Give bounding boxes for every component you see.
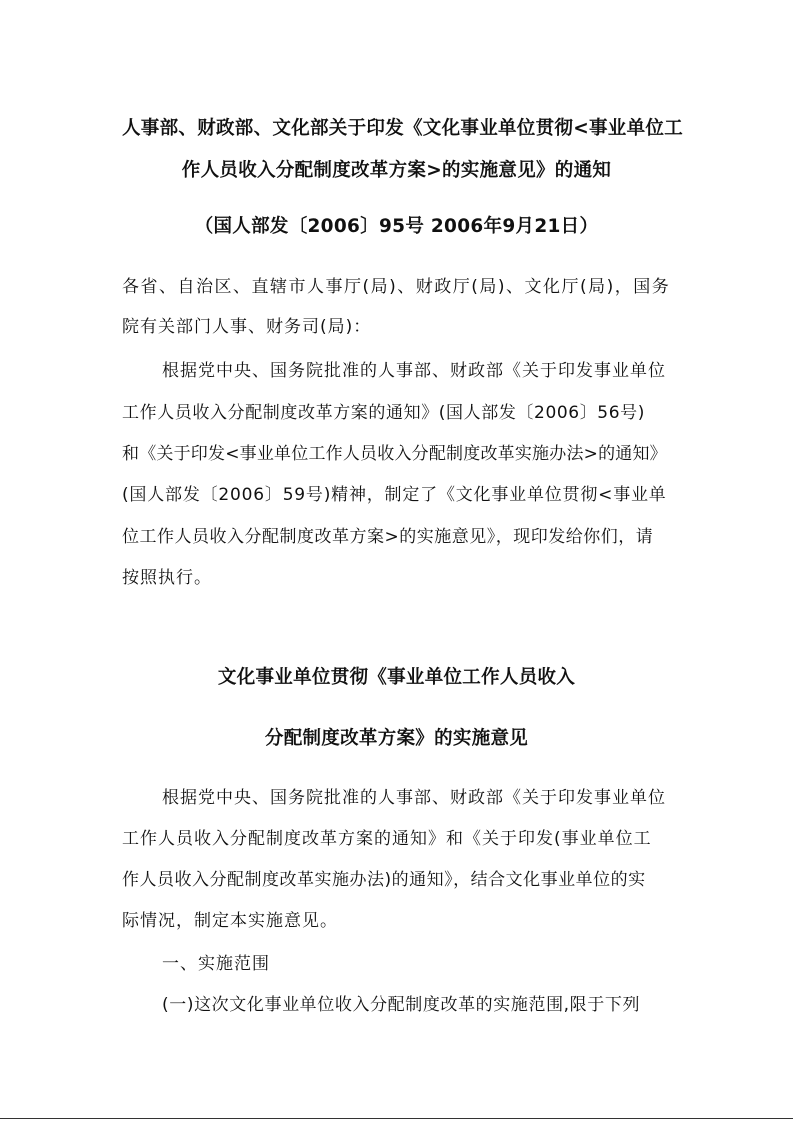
notice-body-line: 和《关于印发<事业单位工作人员收入分配制度改革实施办法>的通知》 [122, 444, 667, 464]
notice-body-line: 根据党中央、国务院批准的人事部、财政部《关于印发事业单位 [162, 361, 666, 381]
notice-body-line: 按照执行。 [122, 568, 212, 588]
notice-body-line: 工作人员收入分配制度改革方案的通知》(国人部发〔2006〕56号) [122, 403, 645, 423]
addressee-line-2: 院有关部门人事、财务司(局)： [122, 317, 372, 337]
notice-body-line: (国人部发〔2006〕59号)精神，制定了《文化事业单位贯彻<事业单 [122, 485, 667, 505]
opinion-body-line: 作人员收入分配制度改革实施办法)的通知》，结合文化事业单位的实 [122, 870, 646, 890]
notice-title-line-2: 作人员收入分配制度改革方案>的实施意见》的通知 [181, 160, 612, 181]
opinion-body-line: 际情况，制定本实施意见。 [122, 911, 338, 931]
opinion-title-line-1: 文化事业单位贯彻《事业单位工作人员收入 [217, 667, 576, 688]
notice-title-line-1: 人事部、财政部、文化部关于印发《文化事业单位贯彻<事业单位工 [122, 118, 684, 139]
subsection-line: (一)这次文化事业单位收入分配制度改革的实施范围,限于下列 [162, 995, 641, 1015]
opinion-body-line: 根据党中央、国务院批准的人事部、财政部《关于印发事业单位 [162, 788, 666, 808]
notice-body-line: 位工作人员收入分配制度改革方案>的实施意见》，现印发给你们，请 [122, 527, 654, 547]
section-heading: 一、实施范围 [162, 954, 270, 974]
addressee-line-1: 各省、自治区、直辖市人事厅(局)、财政厅(局)、文化厅(局)，国务 [122, 277, 671, 297]
opinion-body-line: 工作人员收入分配制度改革方案的通知》和《关于印发(事业单位工 [122, 829, 652, 849]
page-bottom-rule [0, 1118, 793, 1119]
document-number: （国人部发〔2006〕95号 2006年9月21日） [194, 216, 599, 237]
opinion-title-line-2: 分配制度改革方案》的实施意见 [264, 728, 529, 749]
